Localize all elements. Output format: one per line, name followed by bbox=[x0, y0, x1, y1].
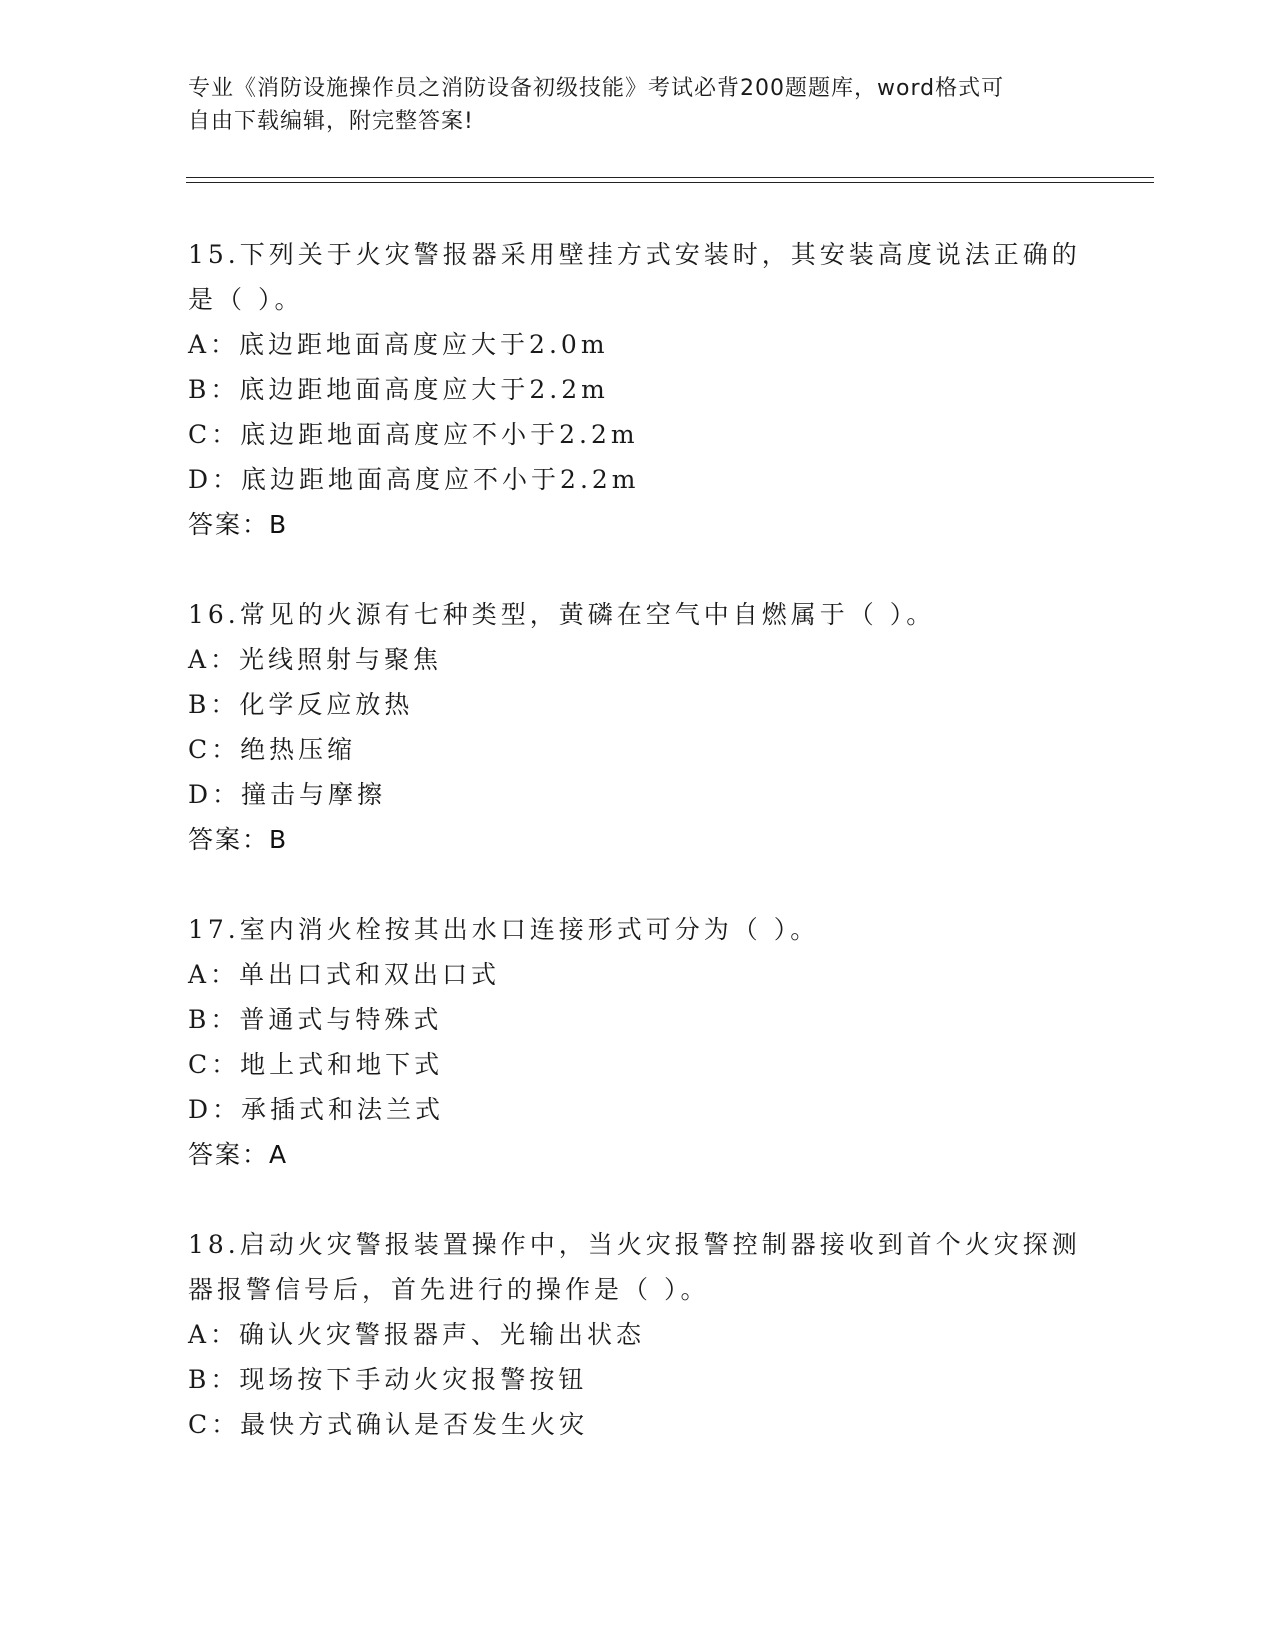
option-c: C：底边距地面高度应不小于2.2m bbox=[188, 420, 639, 449]
header-line-1: 专业《消防设施操作员之消防设备初级技能》考试必背200题题库，word格式可 bbox=[188, 76, 1005, 101]
option-b: B：现场按下手动火灾报警按钮 bbox=[188, 1365, 588, 1394]
question-stem-line: 是（ ）。 bbox=[188, 285, 304, 314]
option-d: D：撞击与摩擦 bbox=[188, 780, 387, 809]
question-list bbox=[188, 232, 1088, 1447]
option-a: A：底边距地面高度应大于2.0m bbox=[188, 330, 609, 359]
header-divider-bottom bbox=[186, 182, 1154, 183]
question-18 bbox=[188, 1222, 1088, 1447]
option-c: C：最快方式确认是否发生火灾 bbox=[188, 1410, 589, 1439]
header-line-2: 自由下载编辑，附完整答案! bbox=[188, 109, 474, 134]
option-d: D：底边距地面高度应不小于2.2m bbox=[188, 465, 640, 494]
option-b: B：底边距地面高度应大于2.2m bbox=[188, 375, 609, 404]
option-c: C：绝热压缩 bbox=[188, 735, 357, 764]
spacer bbox=[188, 862, 1088, 907]
option-a: A：光线照射与聚焦 bbox=[188, 645, 443, 674]
question-stem-line: 器报警信号后，首先进行的操作是（ ）。 bbox=[188, 1275, 710, 1304]
document-header bbox=[188, 72, 1068, 138]
option-b: B：化学反应放热 bbox=[188, 690, 414, 719]
option-b: B：普通式与特殊式 bbox=[188, 1005, 443, 1034]
question-stem-line: 18.启动火灾警报装置操作中，当火灾报警控制器接收到首个火灾探测 bbox=[188, 1230, 1081, 1259]
answer-label: 答案：A bbox=[188, 1140, 289, 1169]
question-stem-line: 15.下列关于火灾警报器采用壁挂方式安装时，其安装高度说法正确的 bbox=[188, 240, 1081, 269]
option-a: A：确认火灾警报器声、光输出状态 bbox=[188, 1320, 646, 1349]
question-stem-line: 16.常见的火源有七种类型，黄磷在空气中自燃属于（ ）。 bbox=[188, 600, 936, 629]
answer-label: 答案：B bbox=[188, 510, 289, 539]
spacer bbox=[188, 547, 1088, 592]
option-a: A：单出口式和双出口式 bbox=[188, 960, 501, 989]
question-16 bbox=[188, 592, 1088, 862]
spacer bbox=[188, 1177, 1088, 1222]
question-17 bbox=[188, 907, 1088, 1177]
question-15 bbox=[188, 232, 1088, 547]
header-divider-top bbox=[186, 177, 1154, 178]
question-stem-line: 17.室内消火栓按其出水口连接形式可分为（ ）。 bbox=[188, 915, 820, 944]
option-c: C：地上式和地下式 bbox=[188, 1050, 444, 1079]
answer-label: 答案：B bbox=[188, 825, 289, 854]
option-d: D：承插式和法兰式 bbox=[188, 1095, 445, 1124]
